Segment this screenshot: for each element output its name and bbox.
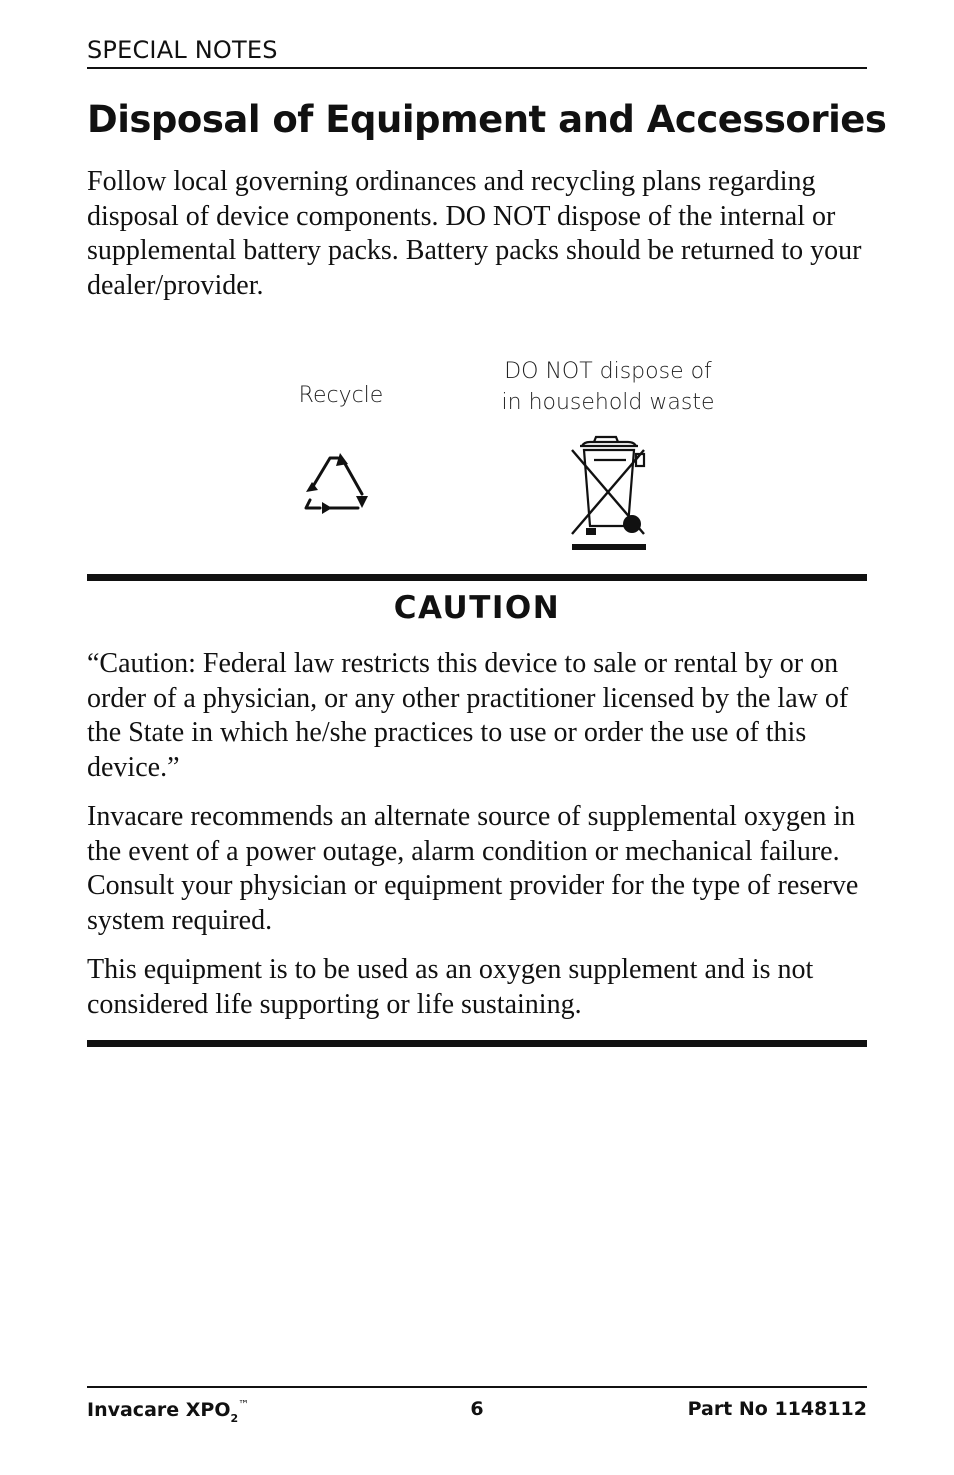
footer-part-number: Part No 1148112 xyxy=(687,1398,867,1420)
caution-heading: CAUTION xyxy=(393,590,561,626)
recycle-icon xyxy=(300,450,374,518)
waste-caption-line2: in household waste xyxy=(501,390,715,415)
footer-product-sub: 2 xyxy=(230,1412,239,1425)
caution-bottom-rule xyxy=(87,1040,867,1047)
caution-paragraph-1: “Caution: Federal law restricts this device to sale or rental by or on order of a physician, or any other practitioner licensed by the law of the State in which he/she practices to use or order the use of this device.” xyxy=(87,648,849,783)
page-number: 6 xyxy=(470,1398,484,1420)
intro-paragraph: Follow local governing ordinances and recycling plans regarding disposal of device components. DO NOT dispose of the internal or supplemental battery packs. Battery packs should be returned to your dealer/provider. xyxy=(87,166,862,301)
page-title: Disposal of Equipment and Accessories xyxy=(87,98,887,141)
waste-caption-line1: DO NOT dispose of xyxy=(504,359,712,384)
waste-caption xyxy=(470,356,746,418)
recycle-caption: Recycle xyxy=(298,383,384,408)
caution-paragraph-3: This equipment is to be used as an oxygen supplement and is not considered life supporting or life sustaining. xyxy=(87,954,814,1020)
footer-product-name: Invacare XPO xyxy=(87,1399,231,1421)
header-rule xyxy=(87,67,867,69)
crossed-out-bin-icon xyxy=(566,434,650,552)
section-label: SPECIAL NOTES xyxy=(87,36,278,64)
footer-rule xyxy=(87,1386,867,1388)
footer-product-tm: ™ xyxy=(238,1398,250,1411)
caution-top-rule xyxy=(87,574,867,581)
caution-paragraph-2: Invacare recommends an alternate source of supplemental oxygen in the event of a power outage, alarm condition or mechanical failure. Consult your physician or equipment provider for the type of reserve system required. xyxy=(87,801,859,936)
